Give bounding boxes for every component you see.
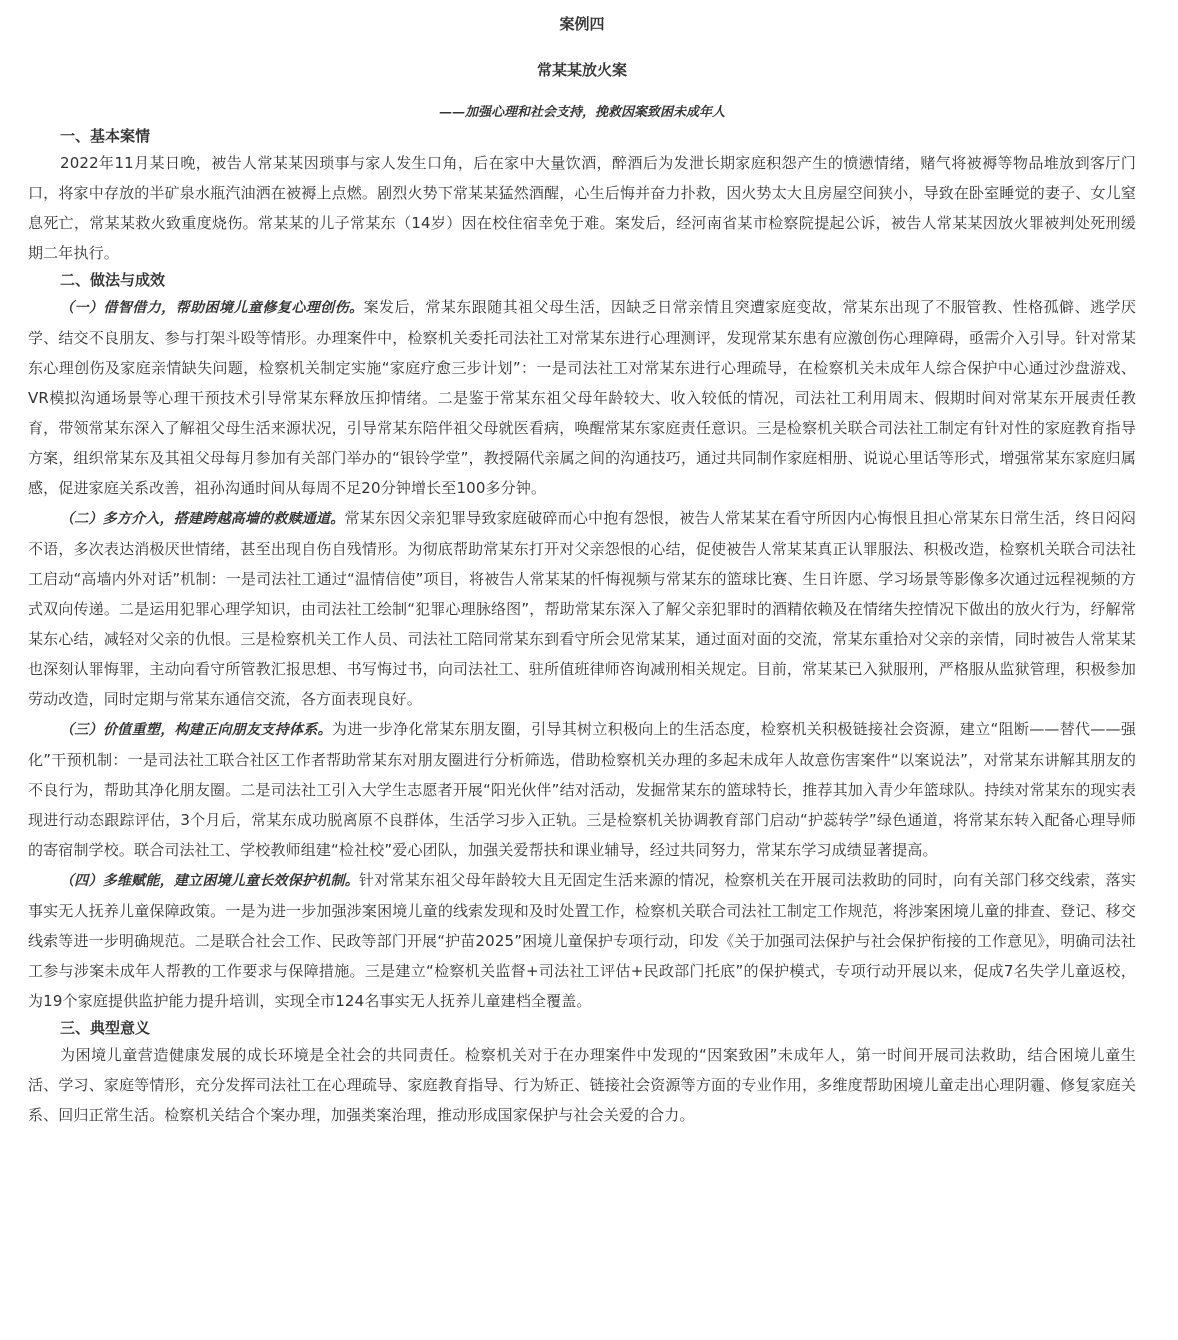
practice-paragraph-4 [28, 865, 1136, 1016]
practice-lead-3: （三）价值重塑，构建正向朋友支持体系。 [60, 722, 332, 738]
practice-lead-1: （一）借智借力，帮助困境儿童修复心理创伤。 [60, 300, 364, 316]
practice-body-1: 案发后，常某东跟随其祖父母生活，因缺乏日常亲情且突遭家庭变故，常某东出现了不服管教、性格孤僻、逃学厌学、结交不良朋友、参与打架斗殴等情形。办理案件中，检察机关委托司法社工对常某东进行心理测评，发现常某东患有应激创伤心理障碍，亟需介入引导。针对常某东心理创伤及家庭亲情缺失问题，检察机关制定实施“家庭疗愈三步计划”：一是司法社工对常某东进行心理疏导，在检察机关未成年人综合保护中心通过沙盘游戏、VR模拟沟通场景等心理干预技术引导常某东释放压抑情绪。二是鉴于常某东祖父母年龄较大、收入较低的情况，司法社工利用周末、假期时间对常某东开展责任教育，带领常某东深入了解祖父母生活来源状况，引导常某东陪伴祖父母就医看病，唤醒常某东家庭责任意识。三是检察机关联合司法社工制定有针对性的家庭教育指导方案，组织常某东及其祖父母每月参加有关部门举办的“银铃学堂”，教授隔代亲属之间的沟通技巧，通过共同制作家庭相册、说说心里话等形式，增强常某东家庭归属感，促进家庭关系改善，祖孙沟通时间从每周不足20分钟增长至100多分钟。 [28, 298, 1136, 497]
section-heading-significance: 三、典型意义 [60, 1019, 151, 1037]
basic-facts-paragraph: 2022年11月某日晚，被告人常某某因琐事与家人发生口角，后在家中大量饮酒，醉酒后为发泄长期家庭积怨产生的愤懑情绪，赌气将被褥等物品堆放到客厅门口，将家中存放的半矿泉水瓶汽油洒在被褥上点燃。剧烈火势下常某某猛然酒醒，心生后悔并奋力扑救，因火势太大且房屋空间狭小，导致在卧室睡觉的妻子、女儿窒息死亡，常某某救火致重度烧伤。常某某的儿子常某东（14岁）因在校住宿幸免于难。案发后，经河南省某市检察院提起公诉，被告人常某某因放火罪被判处死刑缓期二年执行。 [28, 154, 1136, 262]
practice-body-3: 为进一步净化常某东朋友圈，引导其树立积极向上的生活态度，检察机关积极链接社会资源，建立“阻断——替代——强化”干预机制：一是司法社工联合社区工作者帮助常某东对朋友圈进行分析筛选，借助检察机关办理的多起未成年人故意伤害案件“以案说法”，对常某东讲解其朋友的不良行为，帮助其净化朋友圈。二是司法社工引入大学生志愿者开展“阳光伙伴”结对活动，发掘常某东的篮球特长，推荐其加入青少年篮球队。持续对常某东的现实表现进行动态跟踪评估，3个月后，常某东成功脱离原不良群体，生活学习步入正轨。三是检察机关协调教育部门启动“护蕊转学”绿色通道，将常某东转入配备心理导师的寄宿制学校。联合司法社工、学校教师组建“检社校”爱心团队，加强关爱帮扶和课业辅导，经过共同努力，常某东学习成绩显著提高。 [28, 720, 1136, 859]
case-title: 常某某放火案 [536, 61, 627, 79]
significance-paragraph: 为困境儿童营造健康发展的成长环境是全社会的共同责任。检察机关对于在办理案件中发现的“因案致困”未成年人，第一时间开展司法救助，结合困境儿童生活、学习、家庭等情形，充分发挥司法社工在心理疏导、家庭教育指导、行为矫正、链接社会资源等方面的专业作用，多维度帮助困境儿童走出心理阴霾、修复家庭关系、回归正常生活。检察机关结合个案办理，加强类案治理，推动形成国家保护与社会关爱的合力。 [28, 1046, 1136, 1124]
case-label: 案例四 [559, 15, 605, 33]
section-heading-practice: 二、做法与成效 [60, 271, 166, 289]
case-subtitle: ——加强心理和社会支持，挽救因案致困未成年人 [438, 105, 725, 120]
practice-body-2: 常某东因父亲犯罪导致家庭破碎而心中抱有怨恨，被告人常某某在看守所因内心悔恨且担心常某东日常生活，终日闷闷不语，多次表达消极厌世情绪，甚至出现自伤自残情形。为彻底帮助常某东打开对父亲怨恨的心结，促使被告人常某某真正认罪服法、积极改造，检察机关联合司法社工启动“高墙内外对话”机制：一是司法社工通过“温情信使”项目，将被告人常某某的忏悔视频与常某东的篮球比赛、生日许愿、学习场景等影像多次通过远程视频的方式双向传递。二是运用犯罪心理学知识，由司法社工绘制“犯罪心理脉络图”，帮助常某东深入了解父亲犯罪时的酒精依赖及在情绪失控情况下做出的放火行为，纾解常某东心结，减轻对父亲的仇恨。三是检察机关工作人员、司法社工陪同常某东到看守所会见常某某，通过面对面的交流，常某东重拾对父亲的亲情，同时被告人常某某也深刻认罪悔罪，主动向看守所管教汇报思想、书写悔过书，向司法社工、驻所值班律师咨询减刑相关规定。目前，常某某已入狱服刑，严格服从监狱管理，积极参加劳动改造，同时定期与常某东通信交流，各方面表现良好。 [28, 509, 1137, 708]
section-heading-basic: 一、基本案情 [60, 127, 151, 145]
practice-body-4: 针对常某东祖父母年龄较大且无固定生活来源的情况，检察机关在开展司法救助的同时，向有关部门移交线索，落实事实无人抚养儿童保障政策。一是为进一步加强涉案困境儿童的线索发现和及时处置工作，检察机关联合司法社工制定工作规范，将涉案困境儿童的排查、登记、移交线索等进一步明确规范。二是联合社会工作、民政等部门开展“护苗2025”困境儿童保护专项行动，印发《关于加强司法保护与社会保护衔接的工作意见》，明确司法社工参与涉案未成年人帮教的工作要求与保障措施。三是建立“检察机关监督+司法社工评估+民政部门托底”的保护模式，专项行动开展以来，促成7名失学儿童返校，为19个家庭提供监护能力提升培训，实现全市124名事实无人抚养儿童建档全覆盖。 [28, 871, 1136, 1010]
practice-paragraph-2 [28, 503, 1136, 714]
practice-lead-4: （四）多维赋能，建立困境儿童长效保护机制。 [60, 873, 359, 889]
practice-paragraph-1 [28, 292, 1136, 503]
practice-paragraph-3 [28, 714, 1136, 865]
practice-lead-2: （二）多方介入，搭建跨越高墙的救赎通道。 [60, 511, 345, 527]
